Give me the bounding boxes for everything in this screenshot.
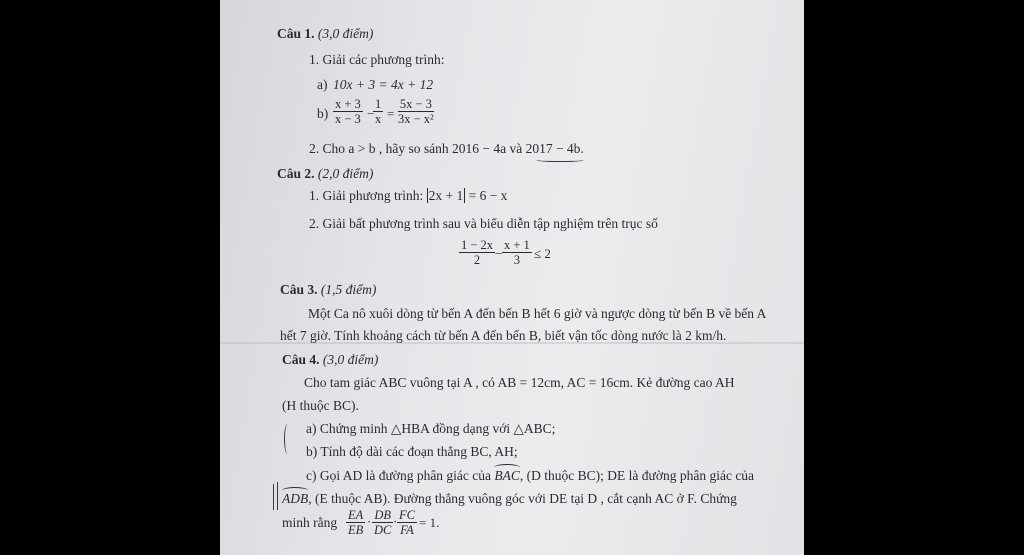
q3-points: (1,5 điểm) [320, 282, 377, 297]
q2-fraction-2 [502, 238, 532, 267]
q1-b-equals: = [387, 106, 395, 121]
q2-f1-den: 2 [473, 253, 481, 267]
q3-line1: Một Ca nô xuôi dòng từ bến A đến bến B hết 6 giờ và ngược dòng từ bến B về bến A [308, 306, 767, 321]
q1-b-f2-den: x [375, 112, 382, 126]
q2-f1-num: 1 − 2x [461, 238, 494, 252]
q4-b: b) Tính độ dài các đoạn thẳng BC, AH; [306, 444, 518, 459]
q4-c1-angle: BAC [494, 468, 520, 483]
q4-c3-post: = 1. [419, 515, 440, 530]
q4-dot-1: · [367, 514, 372, 529]
q2-minus: − [495, 246, 503, 261]
q4-f3-num: FC [399, 508, 415, 522]
q1-b-f3-num: 5x − 3 [399, 97, 432, 111]
q1-title: Câu 1. [277, 26, 315, 41]
q2-part1-abs: 2x + 1 [428, 188, 464, 203]
pen-underline [536, 157, 584, 162]
q4-c2-angle: ADB [282, 491, 309, 506]
q2-f2-den: 3 [513, 253, 521, 267]
q1-b-label: b) [317, 106, 329, 121]
q4-fraction-3 [397, 508, 417, 537]
q4-dot-2: · [393, 514, 398, 529]
q4-c1-post: , (D thuộc BC); DE là đường phân giác của [519, 468, 755, 483]
q4-f2-num: DB [374, 508, 392, 522]
q2-leq: ≤ 2 [534, 246, 551, 261]
q4-a: a) Chứng minh △HBA đồng dạng với △ABC; [306, 421, 556, 436]
q4-c3-pre: minh rằng [282, 515, 338, 530]
q2-part1 [309, 188, 507, 204]
q4-heading [282, 352, 378, 368]
q4-c-line1 [306, 468, 754, 484]
q1-b-fraction-3 [396, 97, 436, 126]
q4-c1-pre: c) Gọi AD là đường phân giác của [306, 468, 492, 483]
q4-f1-num: EA [348, 508, 364, 522]
q4-line1: Cho tam giác ABC vuông tại A , có AB = 12cm, AC = 16cm. Kẻ đường cao AH [304, 375, 735, 390]
q4-f3-den: FA [400, 523, 414, 537]
q2-heading [277, 166, 373, 182]
q3-line2: hết 7 giờ. Tính khoảng cách từ bến A đến bến B, biết vận tốc dòng nước là 2 km/h. [280, 328, 727, 343]
q1-b-minus: − [367, 106, 375, 121]
q2-part1-rest: = 6 − x [468, 188, 508, 203]
q1-b-f1-den: x − 3 [335, 112, 361, 126]
q4-line2: (H thuộc BC). [282, 398, 359, 413]
q4-c-line2 [282, 491, 737, 507]
pen-mark-line-2 [277, 482, 280, 510]
q4-f2-den: DC [374, 523, 392, 537]
q1-b-f2-num: 1 [375, 97, 382, 111]
q4-fraction-2 [372, 508, 393, 537]
pen-mark-line-1 [273, 484, 276, 510]
q1-points: (3,0 điểm) [317, 26, 374, 41]
q1-a-label: a) [317, 77, 328, 92]
q1-b-f1-num: x + 3 [335, 97, 361, 111]
q3-heading [280, 282, 376, 298]
q4-f1-den: EB [348, 523, 364, 537]
q3-title: Câu 3. [280, 282, 318, 297]
q2-part2: 2. Giải bất phương trình sau và biểu diễn tập nghiệm trên trục số [309, 216, 658, 231]
q1-part1: 1. Giải các phương trình: [309, 52, 445, 67]
q2-title: Câu 2. [277, 166, 315, 181]
q2-f2-num: x + 1 [504, 238, 530, 252]
q1-heading [277, 26, 373, 42]
q1-a-equation: 10x + 3 = 4x + 12 [333, 77, 434, 92]
q4-fraction-1 [346, 508, 365, 537]
q2-fraction-1 [459, 238, 495, 267]
q2-part1-text: 1. Giải phương trình: [309, 188, 424, 203]
q1-b-fraction-2 [373, 97, 383, 126]
q1-b-fraction-1 [333, 97, 363, 126]
q1-part2: 2. Cho a > b , hãy so sánh 2016 − 4a và 2017 − 4b. [309, 141, 584, 156]
exam-paper [220, 0, 804, 555]
q4-title: Câu 4. [282, 352, 320, 367]
q2-points: (2,0 điểm) [317, 166, 374, 181]
q4-points: (3,0 điểm) [322, 352, 379, 367]
pen-mark-bracket [284, 424, 291, 454]
q1-b-f3-den: 3x − x² [398, 112, 434, 126]
q4-c2-post: , (E thuộc AB). Đường thẳng vuông góc với DE tại D , cắt cạnh AC ở F. Chứng [308, 491, 737, 506]
